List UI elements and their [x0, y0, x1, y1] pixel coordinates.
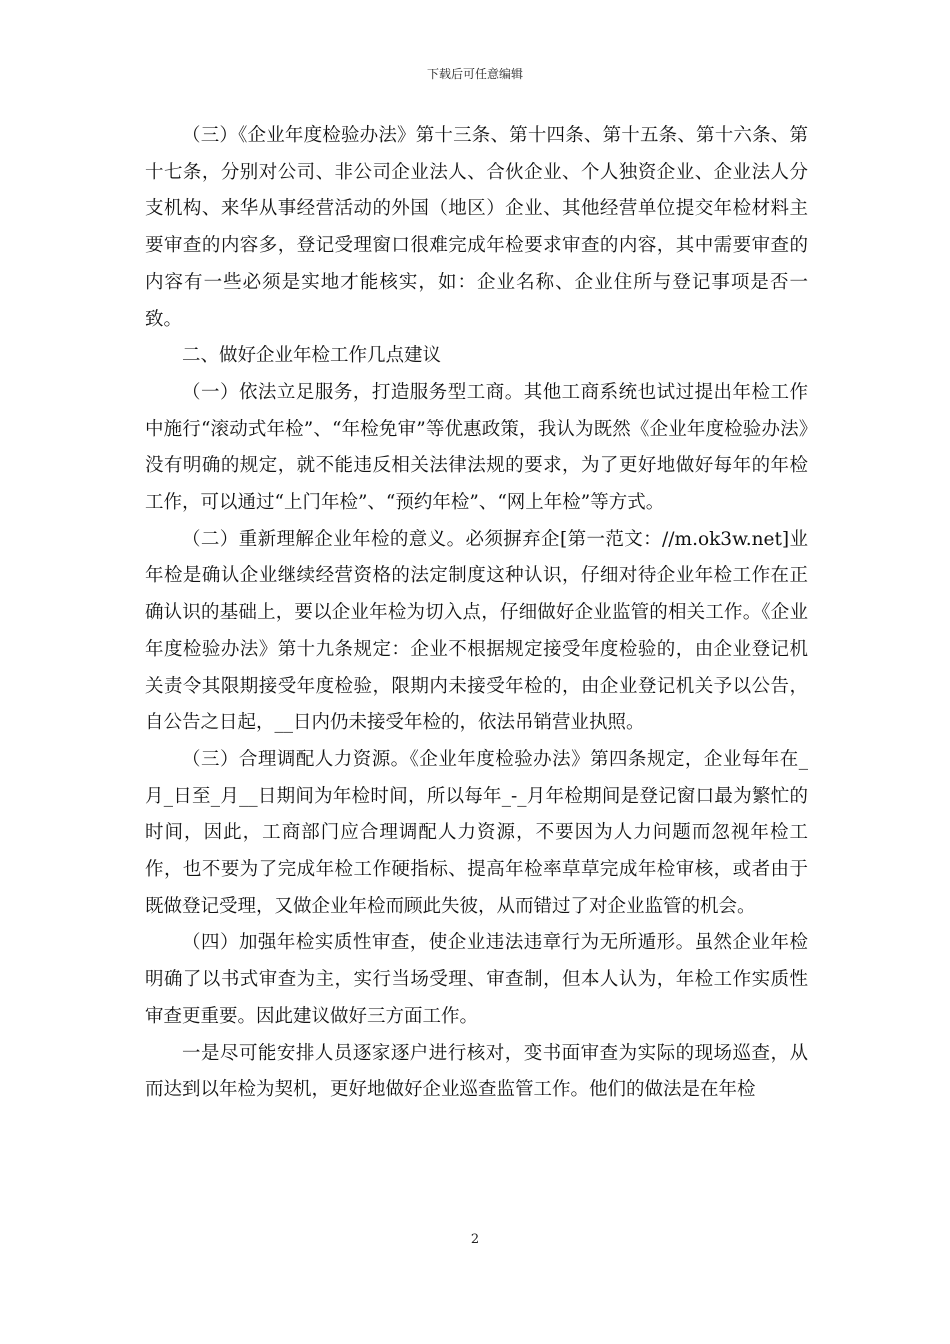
section-heading-suggestions: 二、做好企业年检工作几点建议: [182, 345, 442, 367]
document-body: [145, 118, 808, 1109]
paragraph-suggestion-1: （一）依法立足服务，打造服务型工商。其他工商系统也试过提出年检工作中施行“滚动式年检”、“年检免审”等优惠政策，我认为既然《企业年度检验办法》没有明确的规定，就不能违反相关法律法规的要求，为了更好地做好每年的年检工作，可以通过“上门年检”、“预约年检”、“网上年检”等方式。: [145, 381, 808, 514]
paragraph-suggestion-2: （二）重新理解企业年检的意义。必须摒弃企[第一范文：//m.ok3w.net]业年检是确认企业继续经营资格的法定制度这种认识，仔细对待企业年检工作在正确认识的基础上，要以企业年检为切入点，仔细做好企业监管的相关工作。《企业年度检验办法》第十九条规定：企业不根据规定接受年度检验的，由企业登记机关责令其限期接受年度检验，限期内未接受年检的，由企业登记机关予以公告，自公告之日起，__日内仍未接受年检的，依法吊销营业执照。: [145, 528, 808, 734]
page-number: 2: [470, 1232, 480, 1247]
paragraph-suggestion-3: （三）合理调配人力资源。《企业年度检验办法》第四条规定，企业每年在_月_日至_月__日期间为年检时间，所以每年_-_月年检期间是登记窗口最为繁忙的时间，因此，工商部门应合理调配人力资源，不要因为人力问题而忽视年检工作，也不要为了完成年检工作硬指标、提高年检率草草完成年检审核，或者由于既做登记受理，又做企业年检而顾此失彼，从而错过了对企业监管的机会。: [145, 748, 808, 917]
paragraph-suggestion-4: （四）加强年检实质性审查，使企业违法违章行为无所遁形。虽然企业年检明确了以书式审查为主，实行当场受理、审查制，但本人认为，年检工作实质性审查更重要。因此建议做好三方面工作。: [145, 932, 808, 1027]
page-header: 下载后可任意编辑: [426, 67, 523, 81]
paragraph-first-measure: 一是尽可能安排人员逐家逐户进行核对，变书面审查为实际的现场巡查，从而达到以年检为契机，更好地做好企业巡查监管工作。他们的做法是在年检: [145, 1042, 808, 1101]
paragraph-section-3-review-items: （三）《企业年度检验办法》第十三条、第十四条、第十五条、第十六条、第十七条，分别对公司、非公司企业法人、合伙企业、个人独资企业、企业法人分支机构、来华从事经营活动的外国（地区）企业、其他经营单位提交年检材料主要审查的内容多，登记受理窗口很难完成年检要求审查的内容，其中需要审查的内容有一些必须是实地才能核实，如：企业名称、企业住所与登记事项是否一致。: [145, 125, 808, 330]
